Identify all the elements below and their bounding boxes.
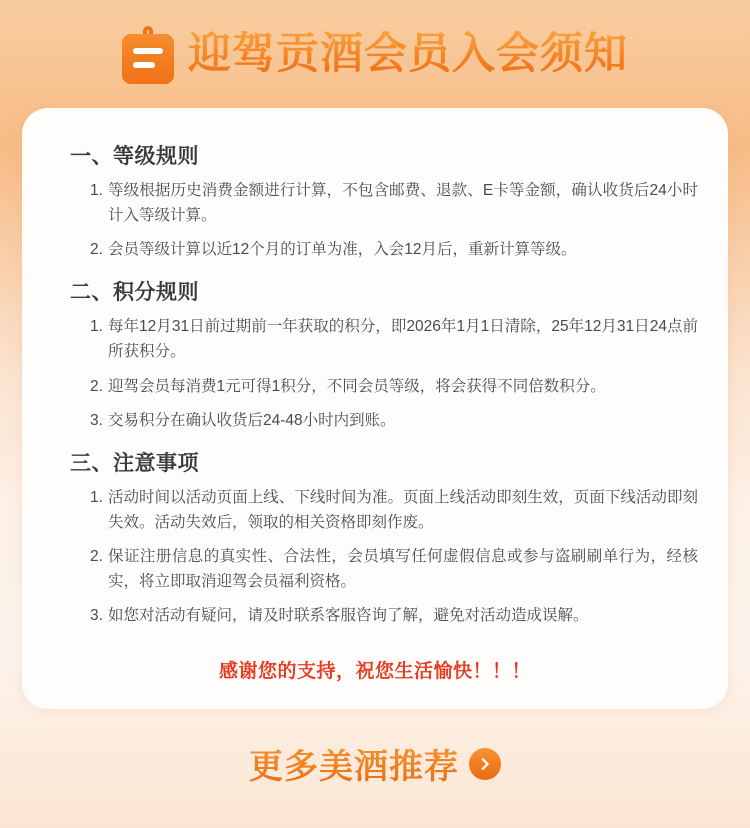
- list-item: 活动时间以活动页面上线、下线时间为准。页面上线活动即刻生效，页面下线活动即刻失效。活动失效后，领取的相关资格即刻作废。: [108, 488, 698, 531]
- list-item: 等级根据历史消费金额进行计算，不包含邮费、退款、E卡等金额，确认收货后24小时计入等级计算。: [108, 182, 698, 225]
- thanks-note: 感谢您的支持，祝您生活愉快！！！: [218, 661, 531, 683]
- section-notices: [52, 447, 698, 629]
- page-title: 迎驾贡酒会员入会须知: [188, 30, 628, 79]
- section-points-rules: [52, 276, 698, 432]
- rules-list: [52, 314, 698, 432]
- rules-list: [52, 178, 698, 262]
- section-title: 二、积分规则: [70, 281, 199, 305]
- more-wine-cta[interactable]: [0, 739, 750, 788]
- list-item: 迎驾会员每消费1元可得1积分，不同会员等级，将会获得不同倍数积分。: [108, 377, 606, 395]
- list-item: 保证注册信息的真实性、合法性，会员填写任何虚假信息或参与盗刷刷单行为，经核实，将立即取消迎驾会员福利资格。: [108, 547, 698, 591]
- list-item: 交易积分在确认收货后24-48小时内到账。: [108, 411, 396, 429]
- tag-icon: [122, 26, 174, 84]
- list-item: 如您对活动有疑问，请及时联系客服咨询了解，避免对活动造成误解。: [108, 607, 589, 625]
- rules-list: [52, 485, 698, 629]
- chevron-right-icon[interactable]: [469, 748, 501, 780]
- page-header: [0, 0, 750, 86]
- list-item: 会员等级计算以近12个月的订单为准，入会12月后，重新计算等级。: [108, 241, 577, 259]
- section-level-rules: [52, 140, 698, 262]
- more-wine-label: 更多美酒推荐: [249, 739, 459, 788]
- section-title: 三、注意事项: [70, 451, 199, 475]
- rules-card: [22, 108, 728, 709]
- list-item: 每年12月31日前过期前一年获取的积分，即2026年1月1日清除，25年12月31日24点前所获积分。: [108, 318, 698, 361]
- section-title: 一、等级规则: [70, 145, 199, 168]
